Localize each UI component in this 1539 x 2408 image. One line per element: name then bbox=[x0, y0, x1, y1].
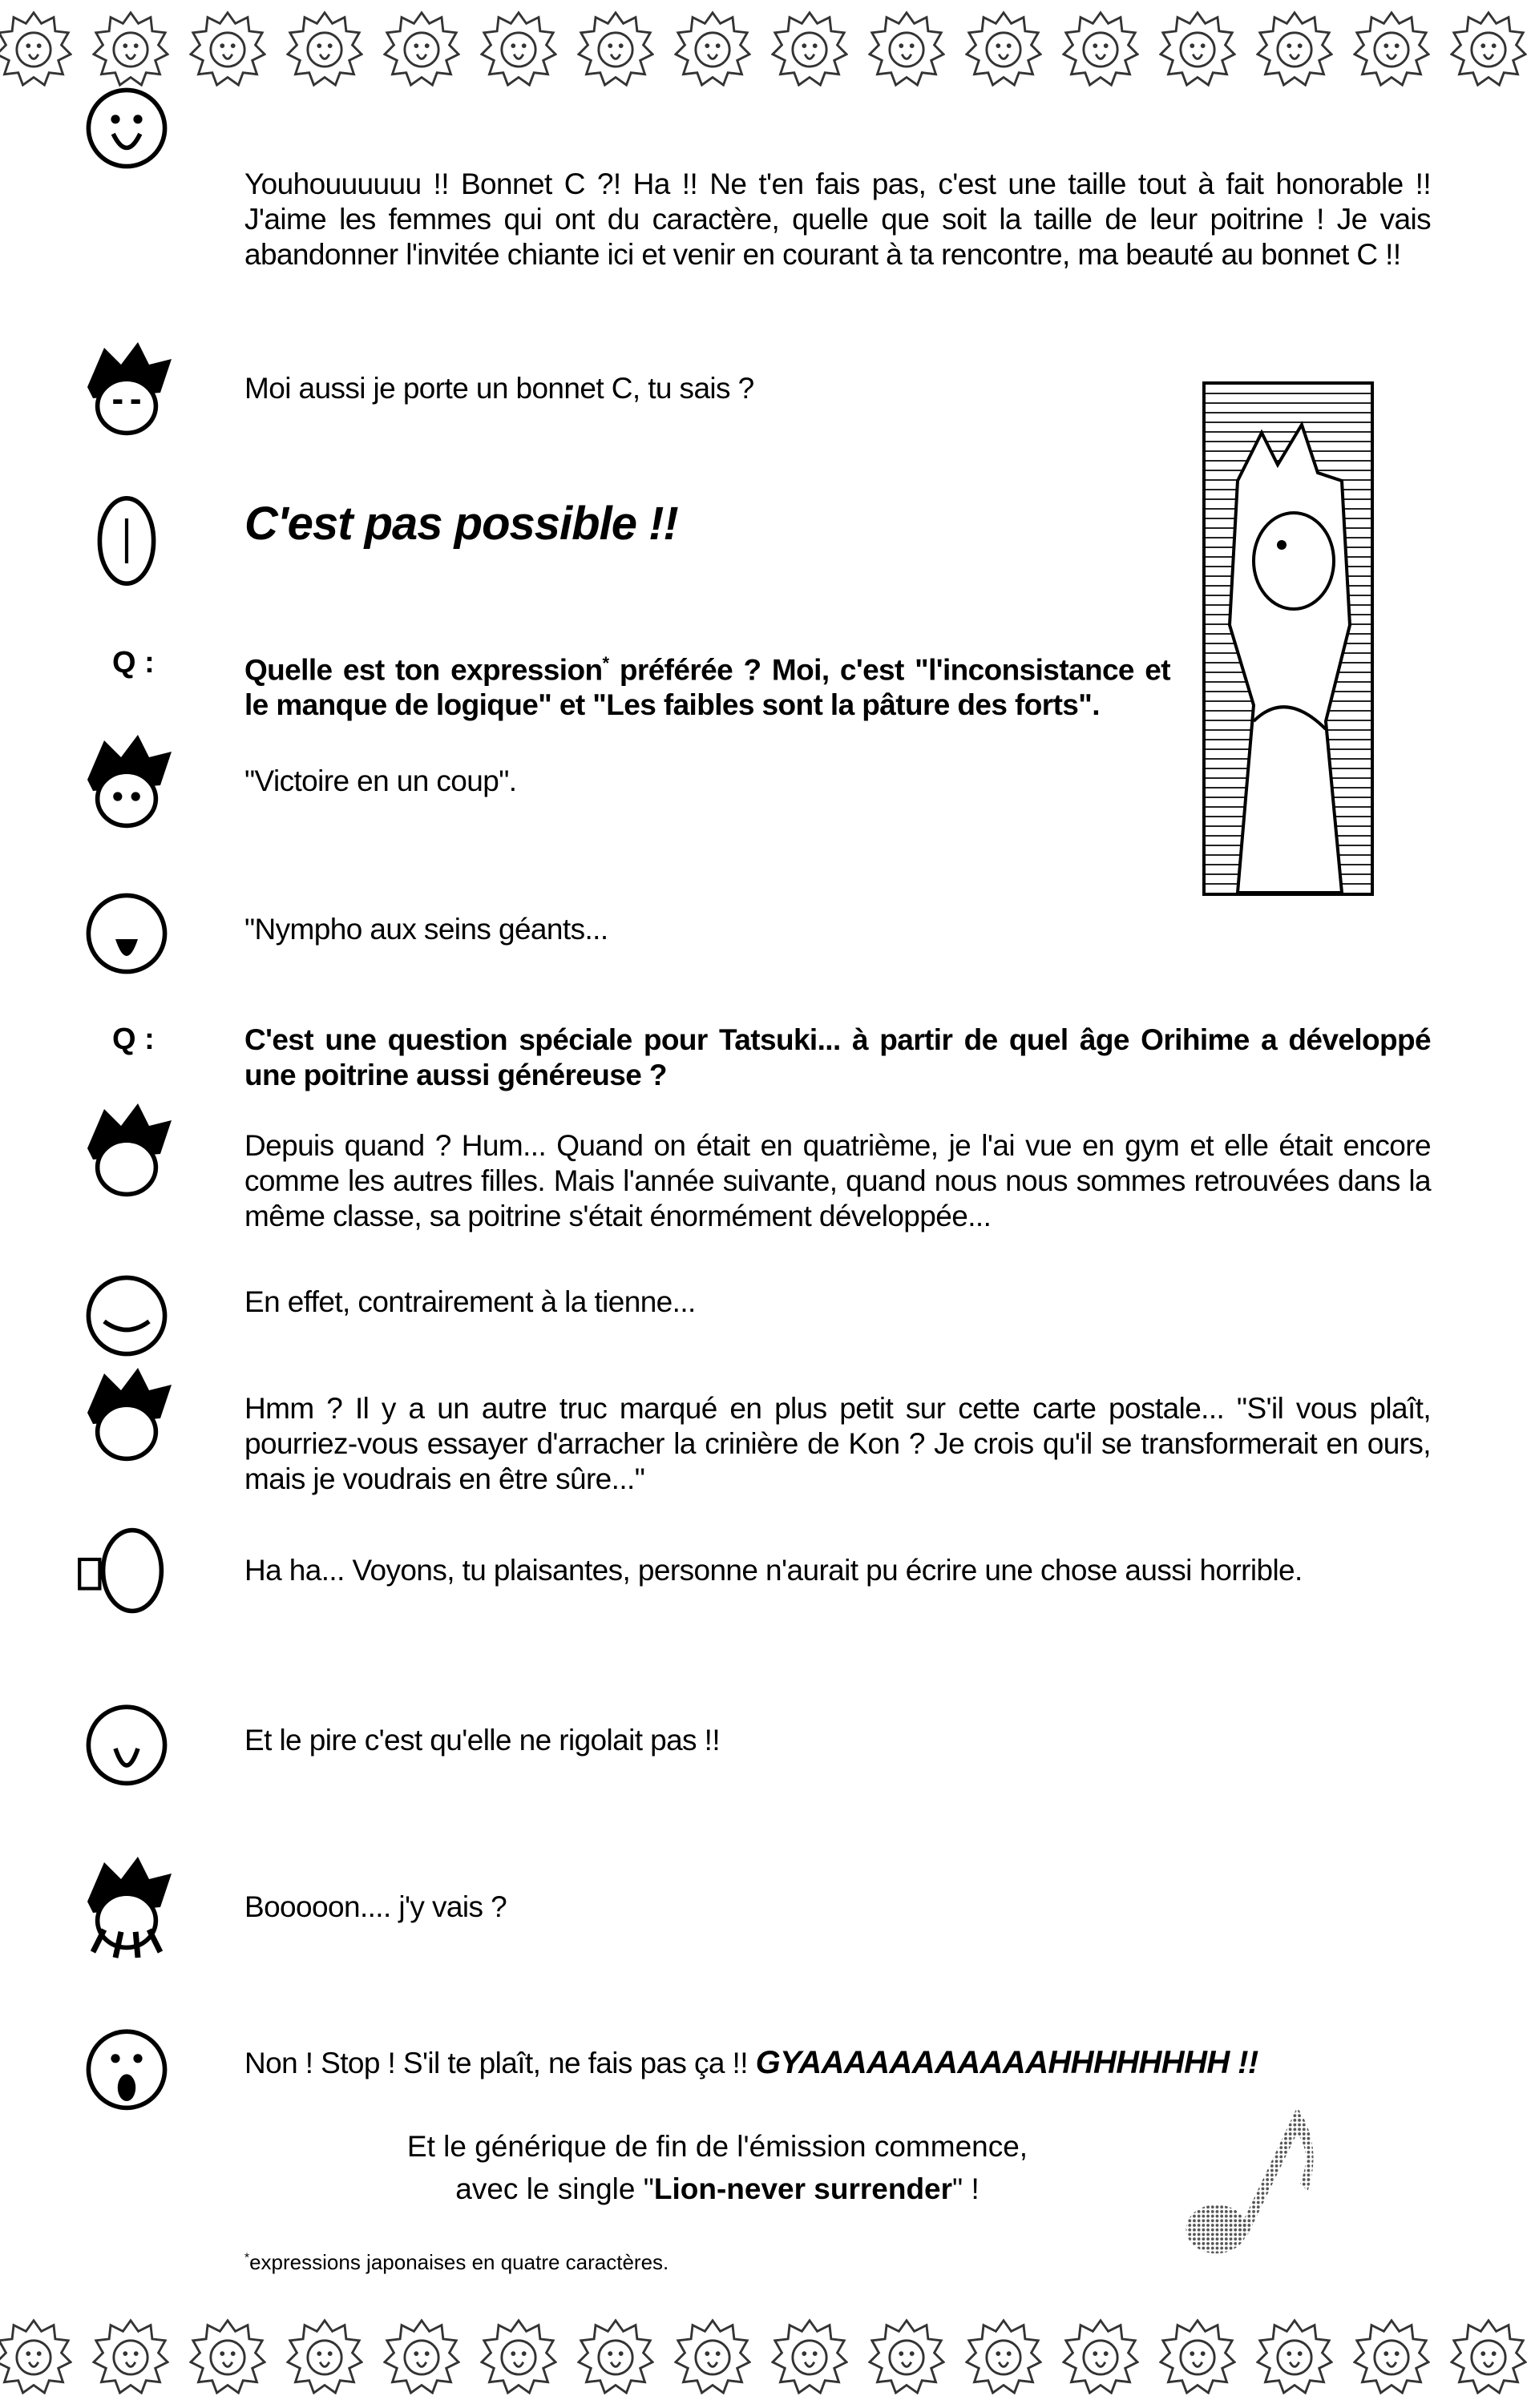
lion-head-icon bbox=[577, 10, 654, 87]
lion-head-icon bbox=[1450, 10, 1527, 87]
lion-head-icon bbox=[868, 2317, 945, 2394]
kon-icon bbox=[71, 1687, 183, 1799]
manga-panel-kon bbox=[1202, 381, 1374, 896]
lion-head-icon bbox=[383, 10, 460, 87]
lion-head-icon bbox=[286, 10, 363, 87]
kon-line-7 bbox=[244, 2045, 1431, 2081]
kon-illustration bbox=[1206, 385, 1371, 893]
lion-head-icon bbox=[674, 10, 751, 87]
tatsuki-line-1: Moi aussi je porte un bonnet C, tu sais ? bbox=[244, 372, 754, 405]
lion-head-icon bbox=[1159, 10, 1236, 87]
kon-line-5: Ha ha... Voyons, tu plaisantes, personne n'aurait pu écrire une chose aussi horrible. bbox=[244, 1554, 1303, 1587]
lion-head-icon bbox=[577, 2317, 654, 2394]
lion-head-icon bbox=[771, 10, 848, 87]
lion-head-icon bbox=[1353, 10, 1430, 87]
kon-icon bbox=[71, 2011, 183, 2124]
kon-line-6: Et le pire c'est qu'elle ne rigolait pas !! bbox=[244, 1724, 720, 1757]
kon-line-4: En effet, contrairement à la tienne... bbox=[244, 1285, 696, 1318]
lion-head-icon bbox=[286, 2317, 363, 2394]
kon-icon bbox=[71, 1254, 183, 1366]
lion-head-border-top bbox=[0, 0, 1539, 92]
lion-head-icon bbox=[868, 10, 945, 87]
footnote-star: * bbox=[244, 2251, 250, 2265]
lion-head-icon bbox=[1159, 2317, 1236, 2394]
lion-head-icon bbox=[771, 2317, 848, 2394]
tatsuki-line-3: Depuis quand ? Hum... Quand on était en quatrième, je l'ai vue en gym et elle était encore comme les autres filles. Mais l'année suivante, quand nous nous sommes retrouvées dans la même classe, sa poitrine s'était énormément développée... bbox=[244, 1129, 1431, 1232]
tatsuki-icon bbox=[71, 1362, 183, 1474]
kon-line-1: Youhouuuuuu !! Bonnet C ?! Ha !! Ne t'en fais pas, c'est une taille tout à fait honorable !! J'aime les femmes qui ont du caractère, quelle que soit la taille de leur poitrine ! Je vais abandonner l'invitée chiante ici et venir en courant à ta rencontre, ma beauté au bonnet C !! bbox=[244, 167, 1431, 271]
footnote bbox=[244, 2250, 669, 2275]
lion-head-border-bottom bbox=[0, 2308, 1539, 2400]
song-title: Lion-never surrender bbox=[653, 2172, 953, 2205]
lion-head-icon bbox=[1062, 2317, 1139, 2394]
music-note-icon bbox=[1178, 2099, 1331, 2260]
lion-head-icon bbox=[965, 10, 1042, 87]
kon-line-7-text: Non ! Stop ! S'il te plaît, ne fais pas ça !! bbox=[244, 2047, 756, 2079]
lion-head-icon bbox=[189, 10, 266, 87]
kon-icon bbox=[71, 877, 183, 990]
lion-head-icon bbox=[383, 2317, 460, 2394]
footnote-marker: * bbox=[602, 653, 609, 673]
ending-text bbox=[240, 2125, 1194, 2210]
question-1 bbox=[244, 646, 1170, 723]
tatsuki-line-5: Booooon.... j'y vais ? bbox=[244, 1890, 507, 1923]
kon-icon bbox=[71, 485, 183, 597]
tatsuki-icon bbox=[71, 729, 183, 841]
lion-head-icon bbox=[0, 10, 72, 87]
kon-line-3: "Nympho aux seins géants... bbox=[244, 913, 608, 946]
lion-head-icon bbox=[480, 2317, 557, 2394]
kon-line-2: C'est pas possible !! bbox=[244, 498, 678, 550]
ending-line-1: Et le générique de fin de l'émission commence, bbox=[406, 2130, 1028, 2163]
lion-head-icon bbox=[965, 2317, 1042, 2394]
lion-head-icon bbox=[0, 2317, 72, 2394]
ending-line-2-c: " ! bbox=[952, 2172, 980, 2205]
lion-head-icon bbox=[1256, 10, 1333, 87]
kon-icon bbox=[71, 1515, 183, 1627]
lion-head-icon bbox=[1450, 2317, 1527, 2394]
question-2: C'est une question spéciale pour Tatsuki... à partir de quel âge Orihime a développé une poitrine aussi généreuse ? bbox=[244, 1023, 1431, 1091]
lion-head-icon bbox=[1256, 2317, 1333, 2394]
tatsuki-icon bbox=[71, 337, 183, 449]
tatsuki-icon bbox=[71, 1851, 183, 1963]
lion-head-icon bbox=[92, 2317, 169, 2394]
lion-head-icon bbox=[189, 2317, 266, 2394]
question-label: Q : bbox=[112, 1022, 155, 1056]
tatsuki-line-4: Hmm ? Il y a un autre truc marqué en plus petit sur cette carte postale... "S'il vous plaît, pourriez-vous essayer d'arracher la crinière de Kon ? Je crois qu'il se transformerait en ours, mais je voudrais en être sûre..." bbox=[244, 1392, 1431, 1495]
lion-head-icon bbox=[480, 10, 557, 87]
lion-head-icon bbox=[1353, 2317, 1430, 2394]
question-1-text-rest: préférée ? Moi, c'est "l'inconsistance et le manque de logique" et "Les faibles sont la pâture des forts". bbox=[244, 653, 1170, 722]
tatsuki-icon bbox=[71, 1098, 183, 1210]
kon-icon bbox=[71, 72, 183, 184]
kon-scream: GYAAAAAAAAAAAHHHHHHHH !! bbox=[755, 2045, 1258, 2080]
footnote-text: expressions japonaises en quatre caractères. bbox=[249, 2250, 669, 2274]
ending-line-2-a: avec le single " bbox=[455, 2172, 654, 2205]
question-label: Q : bbox=[112, 646, 155, 680]
question-1-text: Quelle est ton expression bbox=[244, 653, 603, 687]
lion-head-icon bbox=[674, 2317, 751, 2394]
tatsuki-line-2: "Victoire en un coup". bbox=[244, 764, 517, 797]
lion-head-icon bbox=[1062, 10, 1139, 87]
ending-line-2 bbox=[240, 2168, 1194, 2210]
